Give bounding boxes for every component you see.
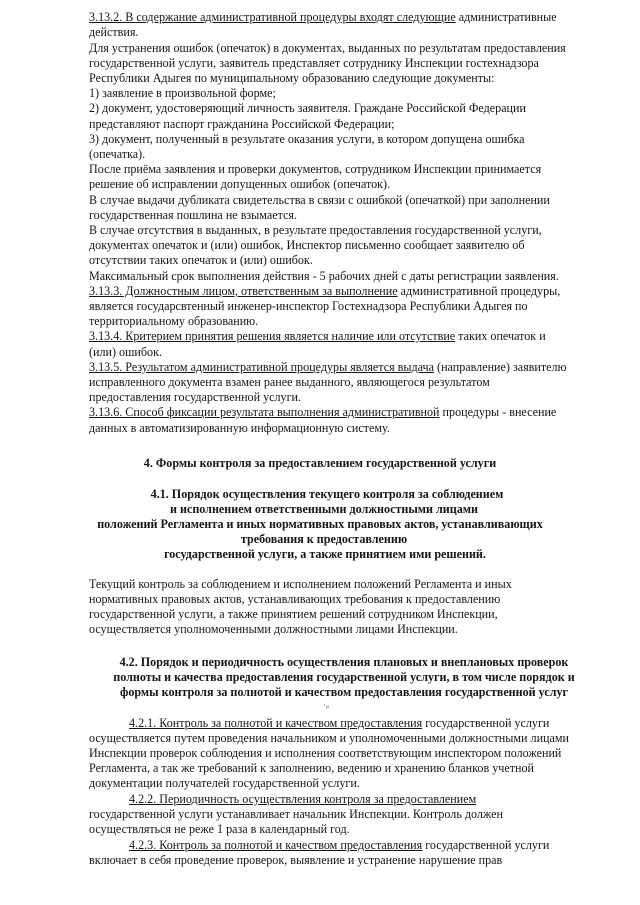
section-4-1-heading-line: требования к предоставлению <box>240 532 408 546</box>
para-3-13-3-lead <box>89 284 560 299</box>
text-line: осуществляется путем проведения начальником и уполномоченными должностными лицами <box>89 731 570 745</box>
para-4-2-1-lead-underlined: 4.2.1. Контроль за полнотой и качеством предоставления <box>129 716 423 730</box>
text-line: включает в себя проведение проверок, выявление и устранение нарушение прав <box>89 853 503 867</box>
para-3-13-5-lead <box>89 360 567 375</box>
text-line: Республики Адыгея по муниципальному образованию следующие документы: <box>89 71 495 85</box>
text-line: данных в автоматизированную информационную систему. <box>89 421 390 435</box>
para-4-2-2-lead-underlined: 4.2.2. Периодичность осуществления контроля за предоставлением <box>129 792 477 806</box>
text-line: Для устранения ошибок (опечаток) в документах, выданных по результатам предоставления <box>89 41 566 55</box>
text-line: осуществляется уполномоченными должностными лицами Инспекции. <box>89 622 458 636</box>
text-line: документах опечаток и (или) ошибок, Инспектор письменно сообщает заявителю об <box>89 238 525 252</box>
text-line: Максимальный срок выполнения действия - 5 рабочих дней с даты регистрации заявления. <box>89 269 559 283</box>
text-line: В случае отсутствия в выданных, в результате предоставления государственной услуги, <box>89 223 542 237</box>
section-4-2-heading-line: полноты и качества предоставления государственной услуги, в том числе порядок и <box>113 670 575 684</box>
para-4-2-2-lead <box>129 792 476 807</box>
text-line: В случае выдачи дубликата свидетельства в связи с ошибкой (опечаткой) при заполнении <box>89 193 550 207</box>
section-4-2-heading-line: 4.2. Порядок и периодичность осуществления плановых и внеплановых проверок <box>119 655 569 669</box>
text-line: 2) документ, удостоверяющий личность заявителя. Граждане Российской Федерации <box>89 101 526 115</box>
text-line: государственная пошлина не взымается. <box>89 208 297 222</box>
para-4-2-3-lead <box>129 838 549 853</box>
para-4-2-1-lead-rest: государственной услуги <box>422 716 550 730</box>
para-3-13-2-lead <box>89 10 557 25</box>
section-4-2-heading-line: формы контроля за полнотой и качеством предоставления государственной услуг <box>119 685 569 699</box>
para-3-13-2-lead-rest: административные <box>455 10 557 24</box>
para-3-13-6-lead <box>89 405 556 420</box>
text-line: государственной услуги устанавливает начальник Инспекции. Контроль должен <box>89 807 503 821</box>
para-3-13-5-lead-rest: (направление) заявителю <box>434 360 567 374</box>
text-line: действия. <box>89 25 139 39</box>
section-4-1-heading-line: государственной услуги, а также принятием ими решений. <box>164 547 486 561</box>
text-line: представляют паспорт гражданина Российской Федерации; <box>89 117 395 131</box>
text-line: исправленного документа взамен ранее выданного, являющегося результатом <box>89 375 490 389</box>
text-line: Инспекции проверок соблюдения и исполнения соответствующим инспектором положений <box>89 746 562 760</box>
text-line: Регламента, а так же требований к заполнению, ведению и хранению бланков учетной <box>89 761 534 775</box>
text-line: (опечатка). <box>89 147 146 161</box>
para-3-13-3-lead-rest: административной процедуры, <box>397 284 561 298</box>
text-line: государственной услуги, заявитель представляет сотруднику Инспекции гостехнадзора <box>89 56 539 70</box>
text-line: территориальному образованию. <box>89 314 259 328</box>
scan-artifact-mark: ˙ᵈ <box>323 703 329 713</box>
text-line: осуществляться не реже 1 раза в календарный год. <box>89 822 350 836</box>
para-4-2-1-lead <box>129 716 549 731</box>
text-line: документации получателей государственной услуги. <box>89 776 360 790</box>
para-4-2-3-lead-underlined: 4.2.3. Контроль за полнотой и качеством предоставления <box>129 838 423 852</box>
para-3-13-5-lead-underlined: 3.13.5. Результатом административной процедуры является выдача <box>89 360 435 374</box>
text-line: Текущий контроль за соблюдением и исполнением положений Регламента и иных <box>89 577 512 591</box>
para-3-13-4-lead <box>89 329 546 344</box>
text-line: является государсвтенный инженер-инспектор Гостехнадзора Республики Адыгея по <box>89 299 528 313</box>
text-line: предоставления государственной услуги. <box>89 390 302 404</box>
section-4-heading: 4. Формы контроля за предоставлением государственной услуги <box>143 456 497 470</box>
para-3-13-3-lead-underlined: 3.13.3. Должностным лицом, ответственным за выполнение <box>89 284 398 298</box>
para-4-2-3-lead-rest: государственной услуги <box>422 838 550 852</box>
para-3-13-4-lead-rest: таких опечаток и <box>455 329 546 343</box>
para-3-13-6-lead-underlined: 3.13.6. Способ фиксации результата выполнения административной <box>89 405 440 419</box>
text-line: После приёма заявления и проверки документов, сотрудником Инспекции принимается <box>89 162 542 176</box>
para-3-13-6-lead-rest: процедуры - внесение <box>439 405 557 419</box>
text-line: (или) ошибок. <box>89 345 162 359</box>
text-line: государственной услуги, а также принятием решений сотрудником Инспекции, <box>89 607 498 621</box>
text-line: нормативных правовых актов, устанавливающих требования к предоставлению <box>89 592 501 606</box>
section-4-1-heading-line: и исполнением ответственными должностными лицами <box>170 502 478 516</box>
section-4-1-heading-line: положений Регламента и иных нормативных правовых актов, устанавливающих <box>97 517 543 531</box>
text-line: отсутствии таких опечаток и (или) ошибок. <box>89 253 313 267</box>
text-line: 3) документ, полученный в результате оказания услуги, в котором допущена ошибка <box>89 132 525 146</box>
para-3-13-4-lead-underlined: 3.13.4. Критерием принятия решения является наличие или отсутствие <box>89 329 456 343</box>
para-3-13-2-lead-underlined: 3.13.2. В содержание административной процедуры входят следующие <box>89 10 456 24</box>
text-line: 1) заявление в произвольной форме; <box>89 86 276 100</box>
section-4-1-heading-line: 4.1. Порядок осуществления текущего контроля за соблюдением <box>150 487 504 501</box>
text-line: решение об исправлении допущенных ошибок (опечаток). <box>89 177 391 191</box>
